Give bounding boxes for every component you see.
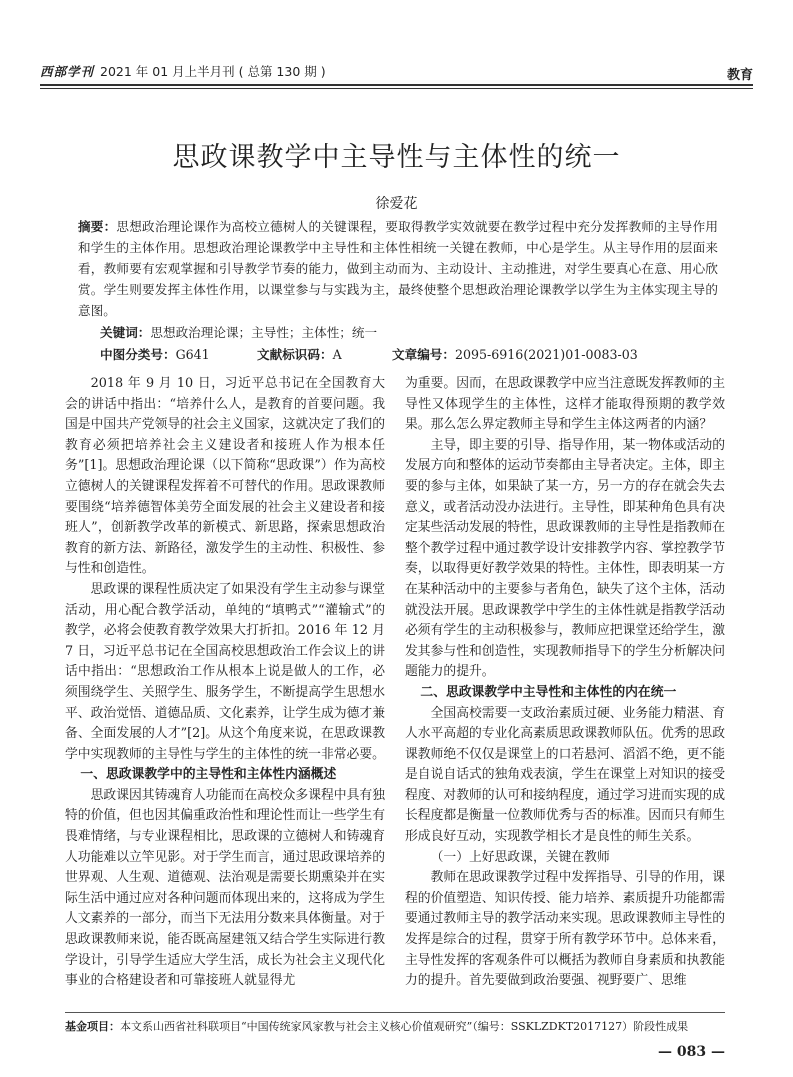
paragraph: 思政课的课程性质决定了如果没有学生主动参与课堂活动，用心配合教学活动，单纯的“填鸭式”“灌输式”的教学，必将会使教育教学效果大打折扣。2016 年 12 月 7 日，习近平总书记在全国高校思想政治工作会议上的讲话中指出：“思想政治工作从根本上说是做人的工作，必须围绕学生、关照学生、服务学生，不断提高学生思想水平、政治觉悟、道德品质、文化素养，让学生成为德才兼备、全面发展的人才”[2]。从这个角度来说，在思政课教学中实现教师的主导性与学生的主体性的统一非常必要。	[65, 581, 385, 762]
journal-issue: 2021 年 01 月上半月刊 ( 总第 130 期 )	[100, 64, 326, 79]
body-column-left	[65, 374, 385, 992]
header-rule-thin	[40, 88, 753, 89]
subsection-heading: （一）上好思政课，关键在教师	[430, 849, 610, 865]
journal-name: 西部学刊	[40, 64, 95, 79]
paragraph: 全国高校需要一支政治素质过硬、业务能力精湛、育人水平高超的专业化高素质思政课教师队伍。优秀的思政课教师绝不仅仅是课堂上的口若悬河、滔滔不绝，更不能是自说自话式的独角戏表演，学生在课堂上对知识的接受程度、对教师的认可和接纳程度，通过学习进而实现的成长程度都是衡量一位教师优秀与否的标准。因而只有师生形成良好互动，实现教学相长才是良性的师生关系。	[405, 705, 725, 845]
paragraph: 主导，即主要的引导、指导作用，某一物体或活动的发展方向和整体的运动节奏都由主导者决定。主体，即主要的参与主体，如果缺了某一方，另一方的存在就会失去意义，或者活动没办法进行。主导性，即某种角色具有决定某些活动发展的特性，思政课教师的主导性是指教师在整个教学过程中通过教学设计安排教学内容、掌控教学节奏，以取得更好教学效果的特性。主体性，即表明某一方在某种活动中的主要参与者角色，缺失了这个主体，活动就没法开展。思政课教学中学生的主体性就是指教学活动必须有学生的主动积极参与，教师应把课堂还给学生，激发其参与性和创造性，实现教师指导下的学生分析解决问题能力的提升。	[405, 437, 725, 680]
abstract-label: 摘要：	[78, 219, 117, 234]
header-section: 教育	[726, 68, 753, 83]
clc-value: G641	[175, 347, 210, 362]
page-number: — 083 —	[658, 1044, 725, 1060]
paragraph: 教师在思政课教学过程中发挥指导、引导的作用，课程的价值塑造、知识传授、能力培养、素质提升功能都需要通过教师主导的教学活动来实现。思政课教师主导性的发挥是综合的过程，贯穿于所有教学环节中。总体来看，主导性发挥的客观条件可以概括为教师自身素质和执教能力的提升。首先要做到政治要强、视野要广、思维	[405, 870, 725, 989]
footnote-rule	[65, 1012, 725, 1013]
keywords-text: 思想政治理论课；主导性；主体性；统一	[150, 325, 378, 340]
abstract	[78, 216, 718, 321]
paragraph: 思政课因其铸魂育人功能而在高校众多课程中具有独特的价值，但也因其偏重政治性和理论性而让一些学生有畏难情绪，与专业课程相比，思政课的立德树人和铸魂育人功能难以立竿见影。对于学生而言，通过思政课培养的世界观、人生观、道德观、法治观是需要长期熏染并在实际生活中通过应对各种问题而体现出来的，这将成为学生人文素养的一部分，而当下无法用分数来具体衡量。对于思政课教师来说，能否既高屋建瓴又结合学生实际进行教学设计，引导学生适应大学生活，成长为社会主义现代化事业的合格建设者和可靠接班人就显得尤	[65, 787, 385, 989]
classification-line	[100, 344, 720, 363]
article-title: 思政课教学中主导性与主体性的统一	[172, 142, 621, 173]
funding-footnote	[65, 1018, 745, 1034]
body-column-right	[405, 374, 725, 992]
paragraph: 2018 年 9 月 10 日，习近平总书记在全国教育大会的讲话中指出：“培养什么人，是教育的首要问题。我国是中国共产党领导的社会主义国家，这就决定了我们的教育必须把培养社会主义建设者和接班人作为根本任务”[1]。思想政治理论课（以下简称“思政课”）作为高校立德树人的关键课程发挥着不可替代的作用。思政课教师要围绕“培养德智体美劳全面发展的社会主义建设者和接班人”，创新教学改革的新模式、新思路，探索思想政治教育的新方法、新路径，激发学生的主动性、积极性、参与性和创造性。	[65, 376, 385, 577]
header-journal	[40, 62, 326, 80]
keywords	[100, 322, 377, 341]
doc-code-label: 文献标识码：	[257, 347, 333, 362]
running-header	[40, 62, 753, 86]
keywords-label: 关键词：	[100, 325, 151, 340]
funding-text: 本文系山西省社科联项目“中国传统家风家教与社会主义核心价值观研究”（编号：SSKLZDKT2017127）阶段性成果	[120, 1020, 689, 1033]
funding-label: 基金项目：	[65, 1020, 120, 1033]
clc-label: 中图分类号：	[100, 347, 176, 362]
paragraph: 为重要。因而，在思政课教学中应当注意既发挥教师的主导性又体现学生的主体性，这样才能取得预期的教学效果。那么怎么界定教师主导和学生主体这两者的内涵？	[405, 376, 725, 433]
abstract-text: 思想政治理论课作为高校立德树人的关键课程，要取得教学实效就要在教学过程中充分发挥教师的主导作用和学生的主体作用。思想政治理论课教学中主导性和主体性相统一关键在教师，中心是学生。从主导作用的层面来看，教师要有宏观掌握和引导教学节奏的能力，做到主动而为、主动设计、主动推进，对学生要真心在意、用心欣赏。学生则要发挥主体性作用，以课堂参与与实践为主，最终使整个思想政治理论课教学以学生为主体实现主导的意图。	[78, 219, 719, 318]
section-heading: 二、思政课教学中主导性和主体性的内在统一	[420, 684, 677, 700]
doc-code-value: A	[332, 347, 342, 362]
article-no-value: 2095-6916(2021)01-0083-03	[454, 347, 638, 362]
article-author: 徐爱花	[375, 196, 418, 212]
header-rule	[40, 84, 753, 86]
article-no-label: 文章编号：	[392, 347, 455, 362]
section-heading: 一、思政课教学中的主导性和主体性内涵概述	[80, 767, 337, 783]
